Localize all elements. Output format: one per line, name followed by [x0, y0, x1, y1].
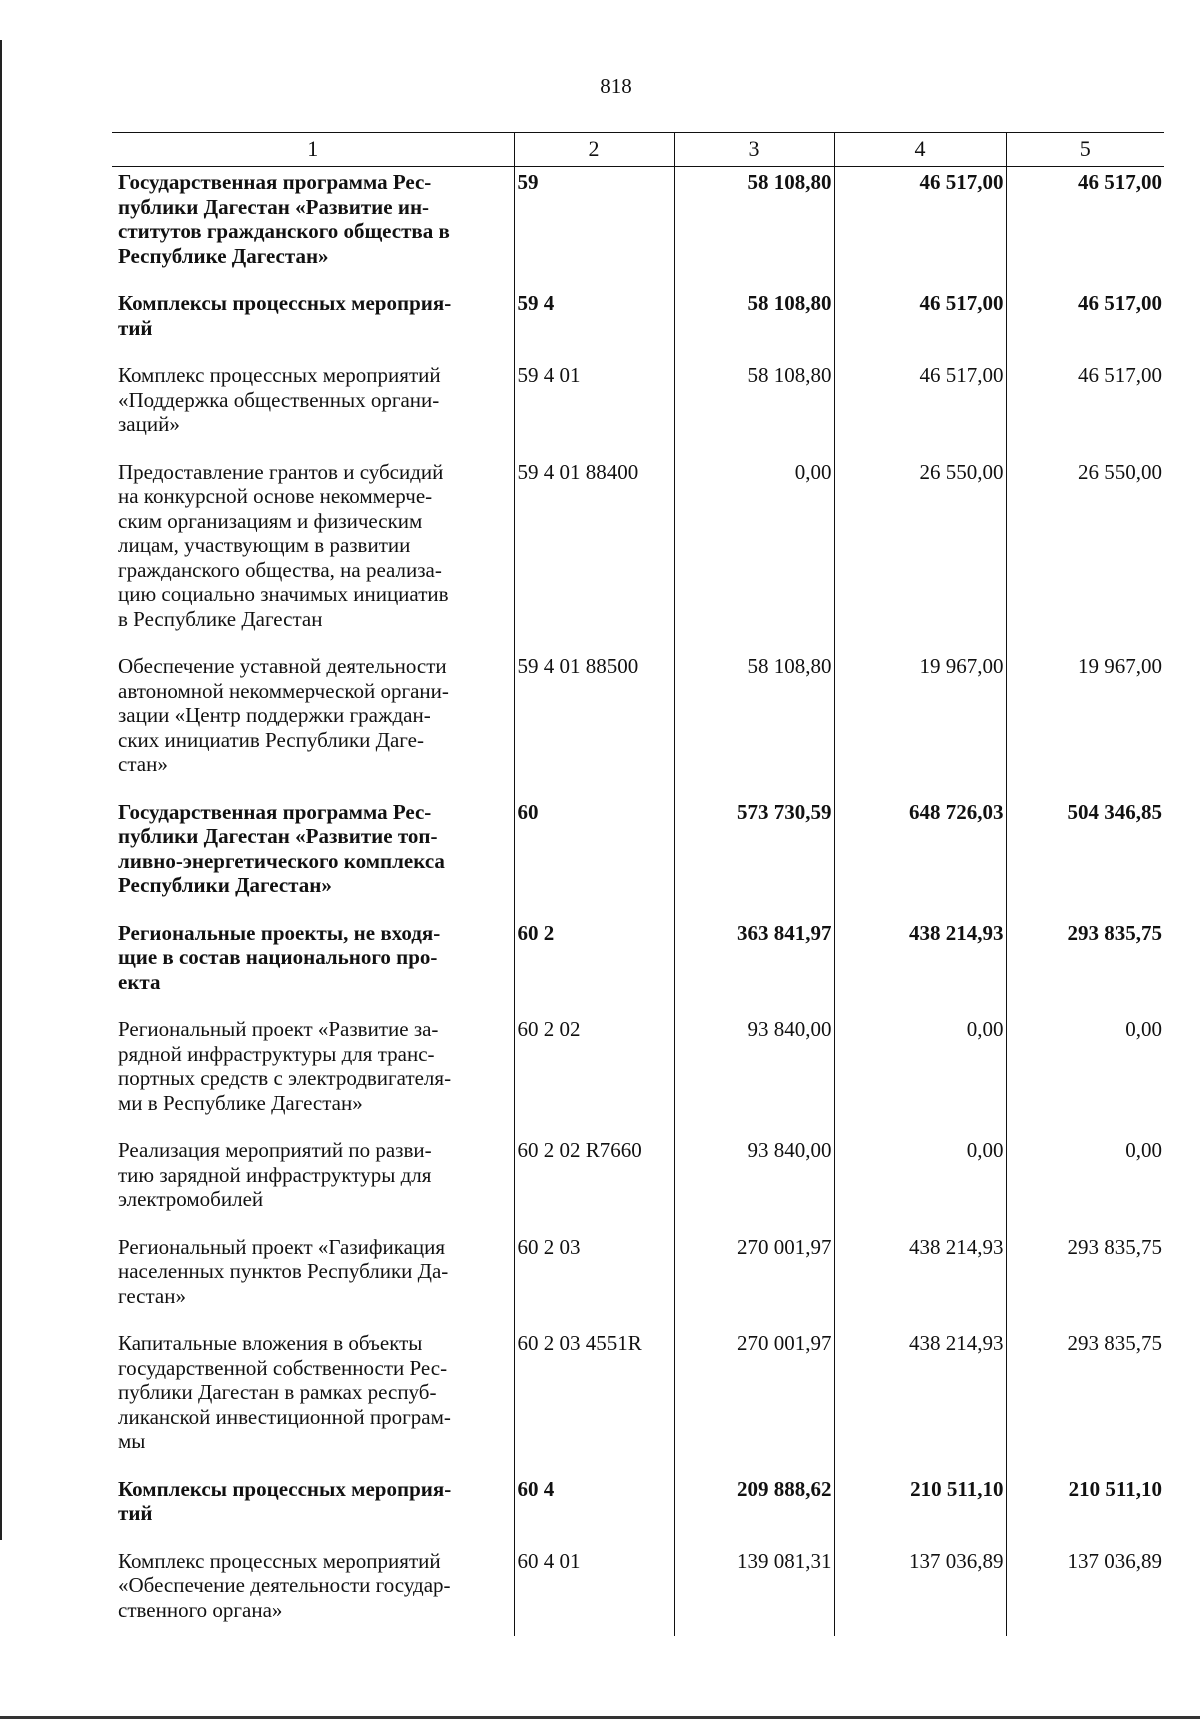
item-name: Предоставление грантов и субсидий на конкурсной основе некоммерче- ским организациям и физическим лицам, участвующим в развитии гражданского общества, на реализа- цию социально значимых инициатив в Республике Дагестан	[118, 459, 449, 631]
table-row	[112, 918, 1164, 1015]
budget-code: 60 4	[514, 1474, 674, 1546]
budget-code: 59 4 01 88400	[514, 457, 674, 652]
budget-code: 60 2 02	[514, 1014, 674, 1135]
item-name: Комплексы процессных мероприя- тий	[118, 1476, 452, 1525]
item-name: Капитальные вложения в объекты государственной собственности Рес- публики Дагестан в рамках респуб- ликанской инвестиционной програм- мы	[118, 1331, 451, 1453]
table-body	[112, 167, 1164, 1637]
amount-col3: 209 888,62	[674, 1474, 834, 1546]
amount-col5: 293 835,75	[1006, 1232, 1164, 1329]
amount-col3: 58 108,80	[674, 360, 834, 457]
budget-code: 59 4	[514, 288, 674, 360]
table-row	[112, 1328, 1164, 1474]
amount-col4: 137 036,89	[834, 1546, 1006, 1637]
amount-col3: 363 841,97	[674, 918, 834, 1015]
amount-col3: 93 840,00	[674, 1135, 834, 1232]
amount-col5: 26 550,00	[1006, 457, 1164, 652]
item-name: Региональный проект «Развитие за- рядной инфраструктуры для транс- портных средств с электродвигателя- ми в Республике Дагестан»	[118, 1017, 452, 1115]
amount-col5: 46 517,00	[1006, 167, 1164, 289]
amount-col5: 293 835,75	[1006, 1328, 1164, 1474]
amount-col4: 19 967,00	[834, 651, 1006, 797]
budget-code: 59 4 01	[514, 360, 674, 457]
amount-col4: 0,00	[834, 1014, 1006, 1135]
table-row	[112, 1232, 1164, 1329]
table-row	[112, 1135, 1164, 1232]
item-name: Региональный проект «Газификация населенных пунктов Республики Да- гестан»	[118, 1234, 449, 1308]
budget-table	[112, 132, 1164, 1636]
page-number: 818	[600, 74, 632, 98]
amount-col4: 46 517,00	[834, 167, 1006, 289]
item-name: Реализация мероприятий по разви- тию зарядной инфраструктуры для электромобилей	[118, 1138, 432, 1211]
budget-code: 60	[514, 797, 674, 918]
amount-col5: 19 967,00	[1006, 651, 1164, 797]
amount-col3: 270 001,97	[674, 1232, 834, 1329]
table-row	[112, 1014, 1164, 1135]
amount-col3: 139 081,31	[674, 1546, 834, 1637]
amount-col4: 438 214,93	[834, 1232, 1006, 1329]
amount-col3: 93 840,00	[674, 1014, 834, 1135]
item-name: Обеспечение уставной деятельности автономной некоммерческой органи- зации «Центр поддержки граждан- ских инициатив Республики Даге- стан»	[118, 654, 449, 776]
table-row	[112, 457, 1164, 652]
amount-col3: 270 001,97	[674, 1328, 834, 1474]
column-header: 4	[834, 133, 1006, 167]
amount-col4: 438 214,93	[834, 1328, 1006, 1474]
budget-code: 60 2	[514, 918, 674, 1015]
amount-col5: 293 835,75	[1006, 918, 1164, 1015]
budget-code: 59	[514, 167, 674, 289]
amount-col5: 0,00	[1006, 1135, 1164, 1232]
amount-col5: 46 517,00	[1006, 288, 1164, 360]
amount-col5: 46 517,00	[1006, 360, 1164, 457]
budget-code: 59 4 01 88500	[514, 651, 674, 797]
item-name: Государственная программа Рес- публики Дагестан «Развитие ин- ститутов гражданского общества в Республике Дагестан»	[118, 170, 450, 268]
table-row	[112, 1474, 1164, 1546]
page-bottom-line	[0, 1716, 1200, 1719]
amount-col5: 0,00	[1006, 1014, 1164, 1135]
table-row	[112, 797, 1164, 918]
column-header: 3	[674, 133, 834, 167]
column-header: 2	[514, 133, 674, 167]
table-row	[112, 288, 1164, 360]
amount-col4: 26 550,00	[834, 457, 1006, 652]
amount-col5: 137 036,89	[1006, 1546, 1164, 1637]
amount-col3: 0,00	[674, 457, 834, 652]
item-name: Региональные проекты, не входя- щие в состав национального про- екта	[118, 920, 441, 994]
table-row	[112, 1546, 1164, 1637]
budget-code: 60 2 03	[514, 1232, 674, 1329]
amount-col3: 573 730,59	[674, 797, 834, 918]
amount-col3: 58 108,80	[674, 167, 834, 289]
amount-col4: 46 517,00	[834, 360, 1006, 457]
page-edge-line	[0, 40, 2, 1540]
amount-col4: 648 726,03	[834, 797, 1006, 918]
table-row	[112, 651, 1164, 797]
item-name: Государственная программа Рес- публики Дагестан «Развитие топ- ливно-энергетического комплекса Республики Дагестан»	[118, 799, 445, 897]
amount-col4: 438 214,93	[834, 918, 1006, 1015]
amount-col4: 0,00	[834, 1135, 1006, 1232]
item-name: Комплекс процессных мероприятий «Поддержка общественных органи- заций»	[118, 363, 441, 436]
budget-code: 60 2 02 R7660	[514, 1135, 674, 1232]
amount-col5: 210 511,10	[1006, 1474, 1164, 1546]
amount-col3: 58 108,80	[674, 288, 834, 360]
amount-col4: 210 511,10	[834, 1474, 1006, 1546]
column-header: 5	[1006, 133, 1164, 167]
table-row	[112, 167, 1164, 289]
amount-col4: 46 517,00	[834, 288, 1006, 360]
budget-code: 60 4 01	[514, 1546, 674, 1637]
amount-col5: 504 346,85	[1006, 797, 1164, 918]
header-row	[112, 133, 1164, 167]
column-header: 1	[112, 133, 514, 167]
table-row	[112, 360, 1164, 457]
budget-code: 60 2 03 4551R	[514, 1328, 674, 1474]
item-name: Комплексы процессных мероприя- тий	[118, 291, 452, 340]
item-name: Комплекс процессных мероприятий «Обеспечение деятельности государ- ственного органа»	[118, 1548, 451, 1622]
amount-col3: 58 108,80	[674, 651, 834, 797]
